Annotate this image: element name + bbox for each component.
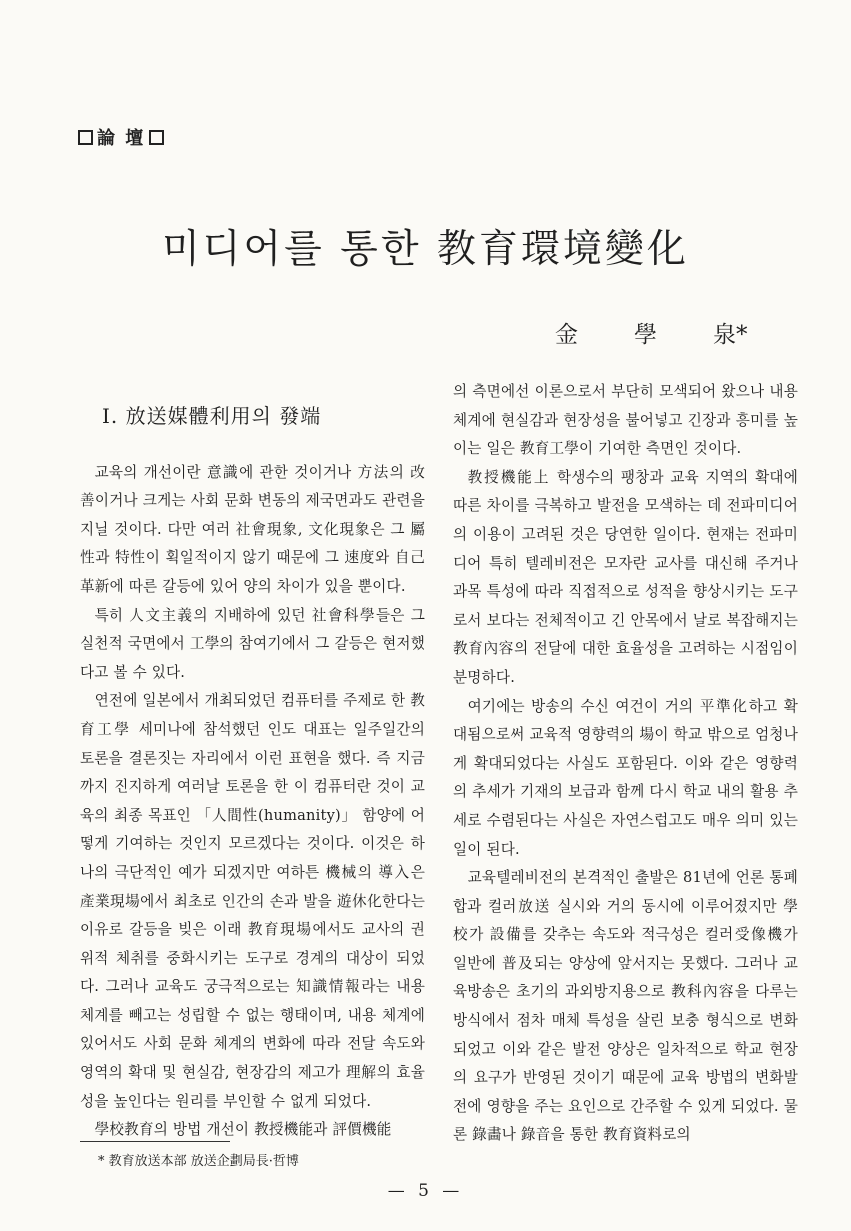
paragraph: 教授機能上 학생수의 팽창과 교육 지역의 확대에 따른 차이를 극복하고 발전을 모색하는 데 전파미디어의 이용이 고려된 것은 당연한 일이다. 현재는 전파미디어 특히 텔레비전은 모자란 교사를 대신해 주거나 과목 특성에 따라 직접적으로 성적을 향상시키는 도구로서 보다는 전체적이고 긴 안목에서 날로 복잡해지는 教育內容의 전달에 대한 효율성을 고려하는 시점임이 분명하다.: [453, 468, 798, 686]
author: [555, 316, 748, 349]
box-right-icon: [149, 130, 164, 145]
paragraph: 교육텔레비전의 본격적인 출발은 81년에 언론 통폐합과 컬러放送 실시와 거의 동시에 이루어졌지만 學校가 設備를 갖추는 속도와 적극성은 컬러受像機가 일반에 普及되는 양상에 앞서지는 못했다. 그러나 교육방송은 초기의 과외방지용으로 教科內容을 다루는 방식에서 점차 매체 특성을 살린 보충 형식으로 변화되었고 이와 같은 발전 양상은 일차적으로 학교 현장의 요구가 반영된 것이기 때문에 교육 방법의 변화발전에 영향을 주는 요인으로 간주할 수 있게 되었다. 물론 錄畵나 錄音을 통한 教育資料로의: [453, 869, 798, 1144]
section-label-text: 論 壇: [97, 128, 146, 149]
section-label: [78, 124, 164, 150]
left-column: [80, 378, 425, 1145]
page-number: — 5 —: [387, 1181, 464, 1201]
section-heading: I. 放送媒體利用의 發端: [102, 404, 322, 428]
paragraph: 연전에 일본에서 개최되었던 컴퓨터를 주제로 한 教育工學 세미나에 참석했던 인도 대표는 일주일간의 토론을 결론짓는 자리에서 이런 표현을 했다. 즉 지금까지 진지하게 여러날 토론을 한 이 컴퓨터란 것이 교육의 최종 목표인 「人間性(humanity)」 함양에 어떻게 기여하는 것인지 모르겠다는 것이다. 이것은 하나의 극단적인 예가 되겠지만 여하튼 機械의 導入은 產業現場에서 최초로 인간의 손과 발을 遊休化한다는 이유로 갈등을 빚은 이래 教育現場에서도 교사의 권위적 체취를 중화시키는 도구로 경계의 대상이 되었다. 그러나 교육도 궁극적으로는 知識情報라는 내용 체계를 빼고는 성립할 수 없는 행태이며, 내용 체계에 있어서도 사회 문화 체계의 변화에 따라 전달 속도와 영역의 확대 및 현실감, 현장감의 제고가 理解의 효율성을 높인다는 원리를 부인할 수 없게 되었다.: [80, 692, 425, 1110]
author-char-2: 學: [634, 322, 657, 348]
paragraph: 여기에는 방송의 수신 여건이 거의 平準化하고 확대됨으로써 교육적 영향력의 場이 학교 밖으로 엄청나게 확대되었다는 사실도 포함된다. 이와 같은 영향력의 추세가 기재의 보급과 함께 다시 학교 내의 활용 추세로 수렴된다는 사실은 자연스럽고도 매우 의미 있는 일이 된다.: [453, 697, 798, 858]
footnote-divider: [80, 1141, 230, 1142]
paragraph: 學校教育의 방법 개선이 教授機能과 評價機能: [94, 1121, 392, 1139]
right-column: [453, 378, 798, 1150]
paragraph: 의 측면에선 이론으로서 부단히 모색되어 왔으나 내용 체계에 현실감과 현장성을 불어넣고 긴장과 흥미를 높이는 일은 教育工學이 기여한 측면인 것이다.: [453, 383, 798, 458]
footnote: * 教育放送本部 放送企劃局長·哲博: [98, 1154, 299, 1169]
box-left-icon: [78, 130, 93, 145]
author-char-1: 金: [555, 322, 578, 348]
paragraph: 특히 人文主義의 지배하에 있던 社會科學들은 그 실천적 국면에서 工學의 참여기에서 그 갈등은 현저했다고 볼 수 있다.: [80, 606, 425, 681]
author-char-3: 泉*: [713, 322, 748, 348]
paragraph: 교육의 개선이란 意識에 관한 것이거나 方法의 改善이거나 크게는 사회 문화 변동의 제국면과도 관련을 지닐 것이다. 다만 여러 社會現象, 文化現象은 그 屬性과 特性이 획일적이지 않기 때문에 그 速度와 自己革新에 따른 갈등에 있어 양의 차이가 있을 뿐이다.: [80, 463, 425, 595]
article-title: 미디어를 통한 教育環境變化: [162, 227, 689, 272]
